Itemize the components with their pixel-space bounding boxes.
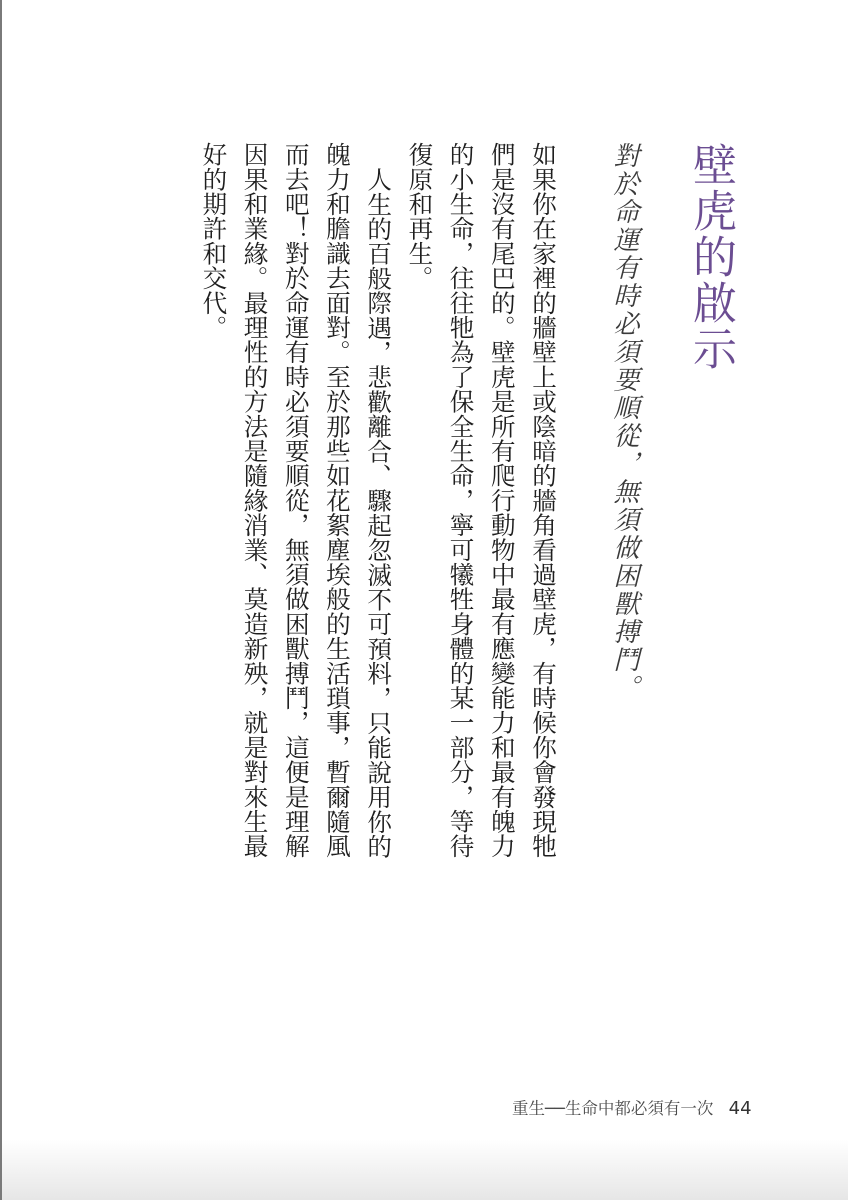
body-text — [144, 142, 564, 882]
chapter-subtitle: 對於命運有時必須要順從，無須做困獸搏鬥。 — [609, 142, 639, 702]
running-title: 重生──生命中都必須有一次 — [512, 1099, 714, 1118]
page-footer — [512, 1095, 752, 1119]
page-bottom-shade — [2, 1140, 848, 1200]
paragraph-1: 如果你在家裡的牆壁上或陰暗的牆角看過壁虎，有時候你會發現牠們是沒有尾巴的。壁虎是所有爬行動物中最有應變能力和最有魄力的小生命，往往牠為了保全生命，寧可犧牲身體的某一部分，等待復原和再生。 — [405, 142, 558, 859]
page-number: 44 — [728, 1098, 752, 1119]
chapter-title: 壁虎的啟示 — [685, 142, 736, 372]
paragraph-2: 人生的百般際遇，悲歡離合、驟起忽滅不可預料，只能說用你的魄力和膽識去面對。至於那些如花絮塵埃般的生活瑣事，暫爾隨風而去吧！對於命運有時必須要順從，無須做困獸搏鬥，這便是理解因果和業緣。最理性的方法是隨緣消業、莫造新殃，就是對來生最好的期許和交代。 — [199, 142, 394, 859]
